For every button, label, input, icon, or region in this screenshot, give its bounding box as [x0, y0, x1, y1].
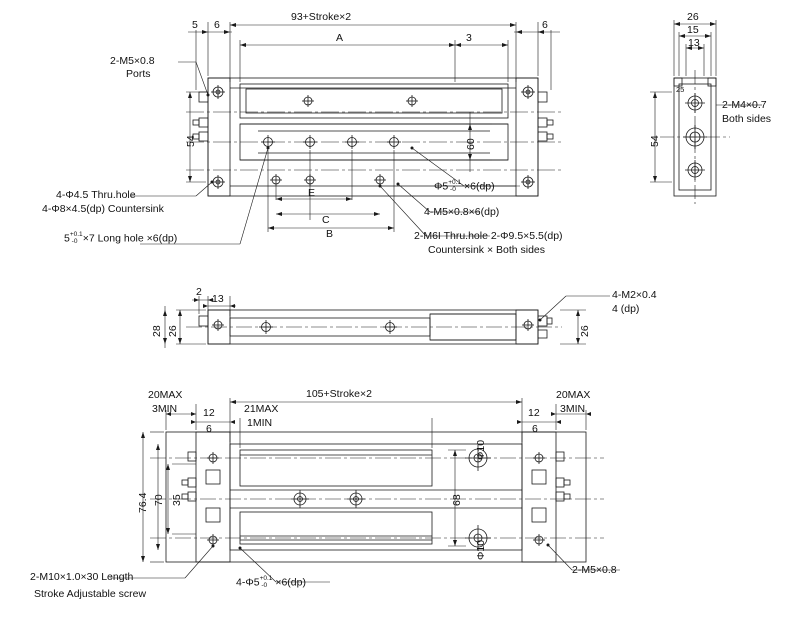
dim-26-side-view-left: 26	[167, 325, 179, 337]
dim-C: C	[322, 214, 330, 226]
dim-13-side-view: 13	[212, 293, 224, 305]
note-m61-line1: 2-M6I Thru.hole 2-Φ9.5×5.5(dp)	[414, 230, 563, 242]
dim-2-side-view: 2	[196, 286, 202, 298]
note-m4-line1: 2-M4×0.7	[722, 99, 767, 111]
note-phi5-top-view: Φ5 +0.1 -0 ×6(dp)	[434, 179, 495, 193]
dim-6-left: 6	[214, 19, 220, 31]
note-m10-line1: 2-M10×1.0×30 Length	[30, 571, 134, 583]
dim-25-right-view: 25	[676, 85, 685, 94]
dim-6-front-right: 6	[532, 423, 538, 435]
dim-93-stroke: 93+Stroke×2	[291, 11, 352, 23]
dim-3min-left: 3MIN	[152, 403, 178, 415]
note-thru-hole-line1: 4-Φ4.5 Thru.hole	[56, 189, 136, 201]
dim-35: 35	[171, 494, 183, 506]
dim-54-top-view: 54	[185, 135, 197, 147]
dim-E: E	[308, 187, 316, 199]
note-m5-top-view: 4-M5×0.8×6(dp)	[424, 206, 500, 218]
note-m2-line1: 4-M2×0.4	[612, 289, 657, 301]
note-ports-line1: 2-M5×0.8	[110, 55, 155, 67]
note-m4-line2: Both sides	[722, 113, 772, 125]
dim-13-right-view: 13	[688, 37, 700, 49]
dim-3min-right: 3MIN	[560, 403, 586, 415]
note-m10-line2: Stroke Adjustable screw	[34, 588, 147, 600]
dim-phi10-bottom: Φ10	[475, 539, 487, 560]
dim-21max: 21MAX	[244, 403, 279, 415]
note-m2-line2: 4 (dp)	[612, 303, 640, 315]
dim-54-right-view: 54	[649, 135, 661, 147]
dim-60-top-view: 60	[465, 138, 477, 150]
dim-phi10-top: Φ10	[475, 439, 487, 460]
dim-A: A	[336, 32, 344, 44]
dim-6-front-left: 6	[206, 423, 212, 435]
dim-1min: 1MIN	[247, 417, 273, 429]
note-ports-line2: Ports	[126, 68, 151, 80]
note-thru-hole-line2: 4-Φ8×4.5(dp) Countersink	[42, 203, 164, 215]
note-m61-line2: Countersink × Both sides	[428, 244, 546, 256]
dim-28-side-view: 28	[151, 325, 163, 337]
note-phi5-front-view: 4-Φ5 +0.1 -0 ×6(dp)	[236, 575, 306, 589]
dim-15-right-view: 15	[687, 24, 699, 36]
dim-12-left: 12	[203, 407, 215, 419]
note-m5-front-view: 2-M5×0.8	[572, 564, 617, 576]
dim-3: 3	[466, 32, 472, 44]
dim-70: 70	[153, 494, 165, 506]
dim-68: 68	[451, 494, 463, 506]
note-long-hole: 5 +0.1 -0 ×7 Long hole ×6(dp)	[64, 231, 178, 245]
dim-6-right: 6	[542, 19, 548, 31]
dim-26-right-view: 26	[687, 11, 699, 23]
dim-B: B	[326, 228, 334, 240]
dim-26-side-view-right: 26	[579, 325, 591, 337]
dim-105-stroke: 105+Stroke×2	[306, 388, 372, 400]
dim-5-left: 5	[192, 19, 198, 31]
dim-20max-right: 20MAX	[556, 389, 591, 401]
dim-76-4: 76.4	[137, 492, 149, 513]
dim-12-right: 12	[528, 407, 540, 419]
dim-20max-left: 20MAX	[148, 389, 183, 401]
